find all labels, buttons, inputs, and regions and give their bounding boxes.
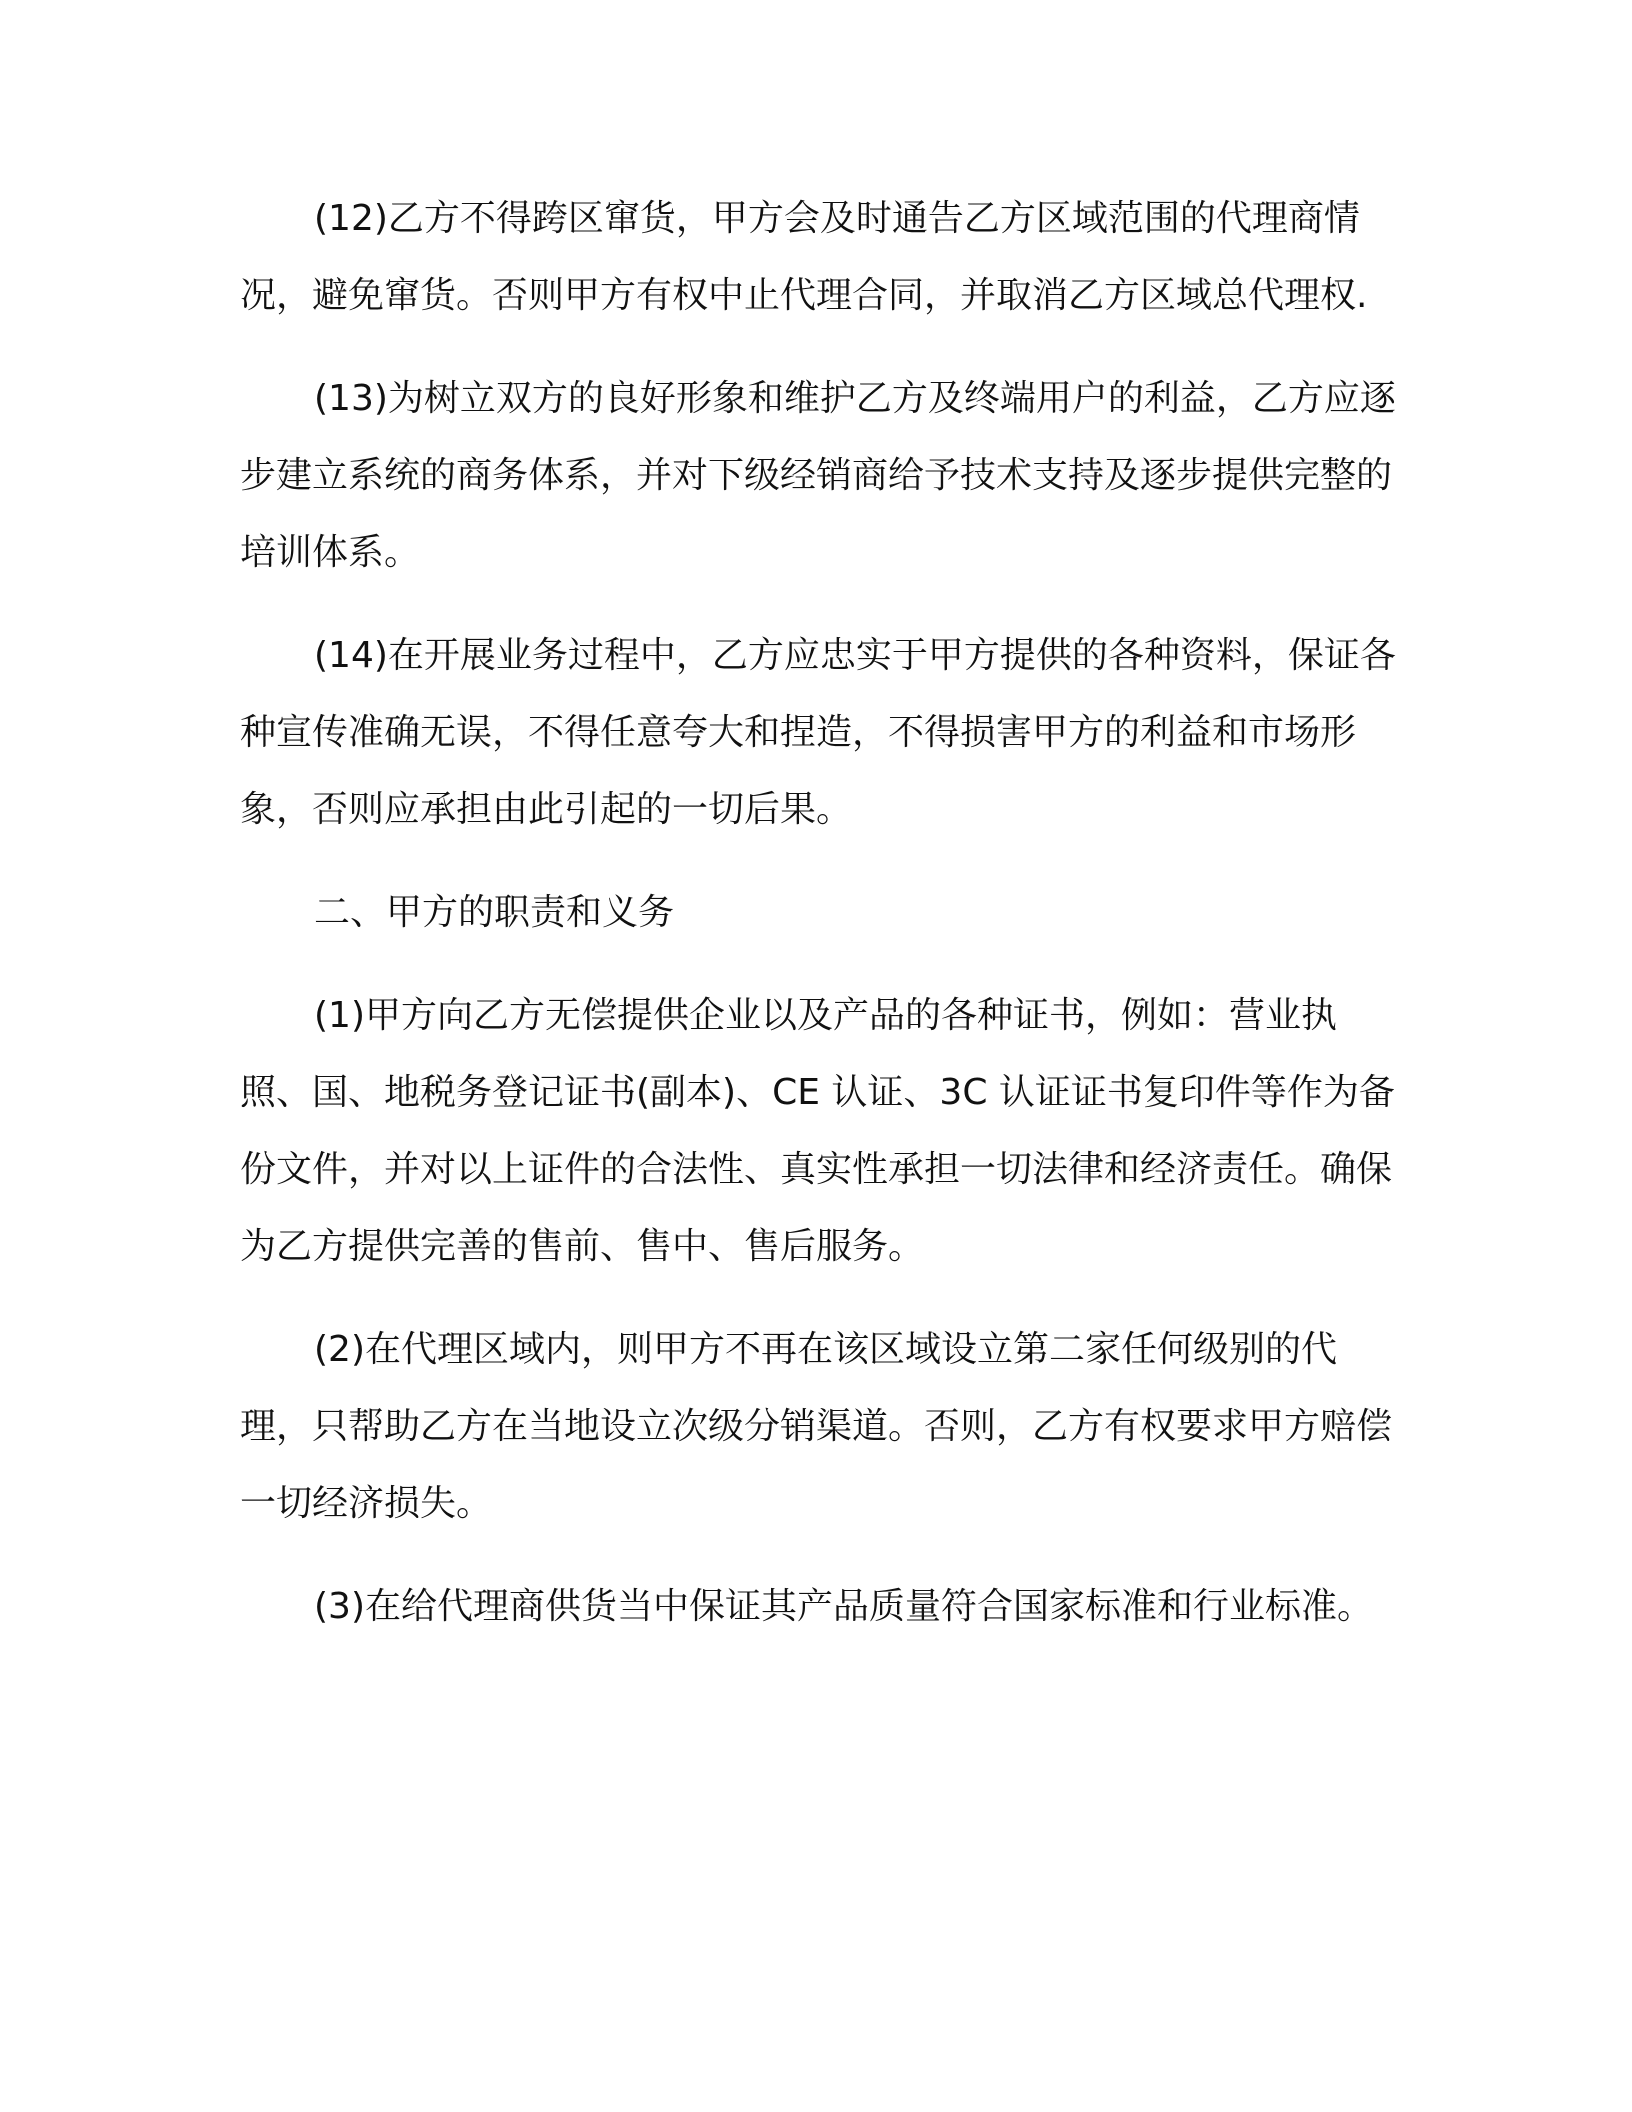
clause-13-paragraph: (13)为树立双方的良好形象和维护乙方及终端用户的利益，乙方应逐步建立系统的商务体系，并对下级经销商给予技术支持及逐步提供完整的培训体系。 — [240, 378, 1396, 573]
clause-12-paragraph: (12)乙方不得跨区窜货，甲方会及时通告乙方区域范围的代理商情况，避免窜货。否则甲方有权中止代理合同，并取消乙方区域总代理权. — [240, 198, 1368, 316]
section-heading: 二、甲方的职责和义务 — [314, 892, 675, 933]
clause-14-paragraph: (14)在开展业务过程中，乙方应忠实于甲方提供的各种资料，保证各种宣传准确无误，不得任意夸大和捏造，不得损害甲方的利益和市场形象，否则应承担由此引起的一切后果。 — [240, 635, 1396, 830]
duty-1-paragraph: (1)甲方向乙方无偿提供企业以及产品的各种证书，例如：营业执照、国、地税务登记证书(副本)、CE 认证、3C 认证证书复印件等作为备份文件，并对以上证件的合法性、真实性承担一切法律和经济责任。确保为乙方提供完善的售前、售中、售后服务。 — [240, 995, 1395, 1267]
document-body — [240, 180, 1400, 1671]
duty-3-paragraph: (3)在给代理商供货当中保证其产品质量符合国家标准和行业标准。 — [314, 1586, 1373, 1627]
duty-2-paragraph: (2)在代理区域内，则甲方不再在该区域设立第二家任何级别的代理，只帮助乙方在当地设立次级分销渠道。否则，乙方有权要求甲方赔偿一切经济损失。 — [240, 1329, 1393, 1524]
